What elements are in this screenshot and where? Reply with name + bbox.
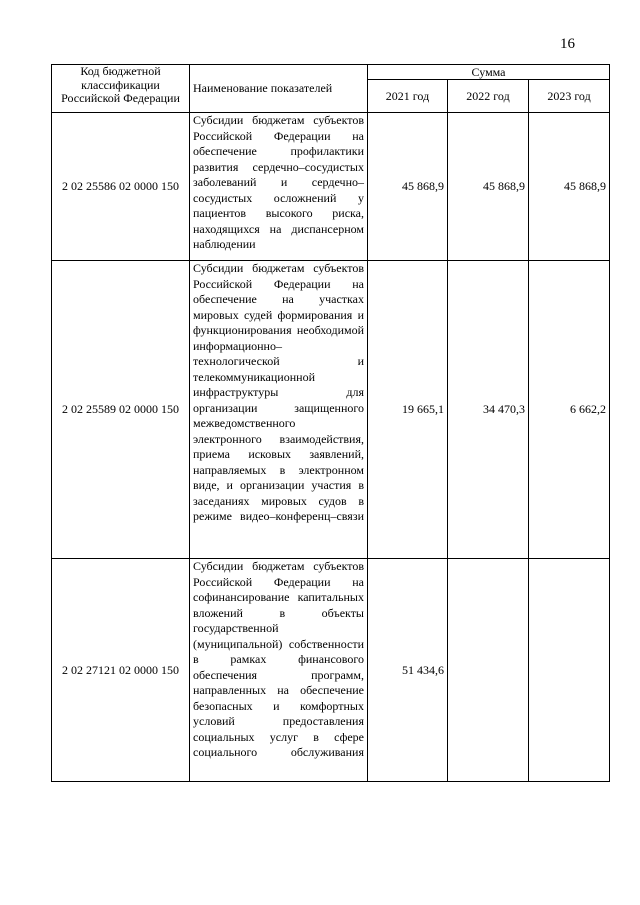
amount-2021-cell: 51 434,6: [368, 559, 448, 782]
table-row: [52, 261, 610, 559]
indicator-name-cell: Субсидии бюджетам субъектов Российской Федерации на обеспечение на участках мировых судей формирования и функционирования необходимой информационно–технологической и телекоммуникационной инфраструктуры для организации защищенного межведомственного электронного взаимодействия, приема исковых заявлений, направляемых в электронном виде, и организации участия в заседаниях мировых судов в режиме видео–конференц–связи: [190, 261, 368, 559]
page-number: 16: [560, 36, 575, 52]
year-header-2022: 2022 год: [448, 80, 529, 113]
table-row: [52, 559, 610, 782]
code-column-header: Код бюджетной классификации Российской Федерации: [52, 65, 190, 113]
amount-2023-cell: [529, 559, 610, 782]
table-row: [52, 113, 610, 261]
table-header-row: [52, 65, 610, 80]
year-header-2021: 2021 год: [368, 80, 448, 113]
amount-2021-cell: 19 665,1: [368, 261, 448, 559]
indicator-name-cell: Субсидии бюджетам субъектов Российской Федерации на софинансирование капитальных вложений в объекты государственной (муниципальной) собственности в рамках финансового обеспечения программ, направленных на обеспечение безопасных и комфортных условий предоставления социальных услуг в сфере социального обслуживания: [190, 559, 368, 782]
year-header-2023: 2023 год: [529, 80, 610, 113]
amount-2023-cell: 6 662,2: [529, 261, 610, 559]
sum-column-header: Сумма: [368, 65, 610, 80]
budget-code-cell: 2 02 25586 02 0000 150: [52, 113, 190, 261]
amount-2023-cell: 45 868,9: [529, 113, 610, 261]
budget-table: [51, 64, 610, 782]
name-column-header: Наименование показателей: [190, 65, 368, 113]
indicator-name-cell: Субсидии бюджетам субъектов Российской Федерации на обеспечение профилактики развития сердечно–сосудистых заболеваний и сердечно–сосудистых осложнений у пациентов высокого риска, находящихся на диспансерном наблюдении: [190, 113, 368, 261]
budget-code-cell: 2 02 27121 02 0000 150: [52, 559, 190, 782]
amount-2021-cell: 45 868,9: [368, 113, 448, 261]
amount-2022-cell: 34 470,3: [448, 261, 529, 559]
amount-2022-cell: [448, 559, 529, 782]
budget-code-cell: 2 02 25589 02 0000 150: [52, 261, 190, 559]
amount-2022-cell: 45 868,9: [448, 113, 529, 261]
